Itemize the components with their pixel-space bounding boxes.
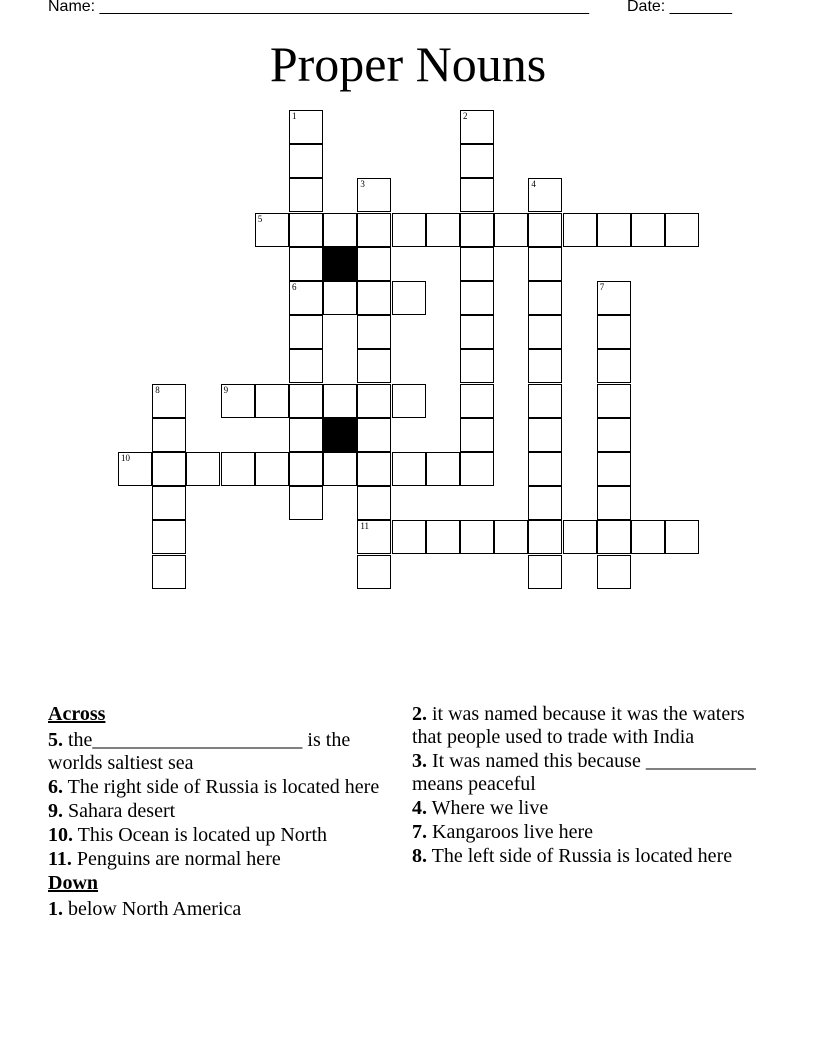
grid-cell[interactable]: [392, 281, 426, 315]
grid-cell[interactable]: [152, 384, 186, 418]
clue-number: 11: [360, 521, 370, 532]
grid-cell[interactable]: [289, 349, 323, 383]
grid-cell[interactable]: [152, 452, 186, 486]
grid-cell[interactable]: [357, 281, 391, 315]
grid-cell[interactable]: [426, 452, 460, 486]
clue-item-number: 1.: [48, 898, 63, 920]
clues-left-column: [48, 703, 383, 922]
clue-item-number: 9.: [48, 800, 63, 822]
grid-cell[interactable]: [494, 213, 528, 247]
grid-cell[interactable]: [597, 349, 631, 383]
grid-cell[interactable]: [631, 520, 665, 554]
grid-cell[interactable]: [289, 178, 323, 212]
grid-cell[interactable]: [392, 520, 426, 554]
down-clue-list-left: [48, 898, 383, 921]
grid-cell[interactable]: [460, 520, 494, 554]
grid-cell[interactable]: [597, 452, 631, 486]
grid-cell[interactable]: [460, 213, 494, 247]
grid-cell[interactable]: [528, 247, 562, 281]
grid-block-cell: [323, 247, 357, 281]
clue-number: 2: [463, 111, 468, 121]
name-blank[interactable]: _______________________________________________________: [99, 0, 589, 15]
clue-item-text: the_____________________ is the worlds saltiest sea: [48, 729, 351, 774]
grid-cell[interactable]: [357, 486, 391, 520]
clue-number: 3: [360, 179, 365, 190]
clue-item: [48, 824, 383, 847]
clue-item: [48, 729, 383, 775]
clue-item-number: 6.: [48, 776, 63, 798]
grid-cell[interactable]: [597, 520, 631, 554]
grid-cell[interactable]: [528, 213, 562, 247]
grid-cell[interactable]: [597, 555, 631, 589]
grid-cell[interactable]: [563, 213, 597, 247]
grid-cell[interactable]: [460, 144, 494, 178]
clue-item-number: 10.: [48, 824, 73, 846]
grid-cell[interactable]: [357, 213, 391, 247]
grid-cell[interactable]: [255, 452, 289, 486]
grid-cell[interactable]: [289, 315, 323, 349]
grid-cell[interactable]: [494, 520, 528, 554]
grid-cell[interactable]: [152, 418, 186, 452]
grid-cell[interactable]: [255, 213, 289, 247]
grid-cell[interactable]: [221, 384, 255, 418]
grid-cell[interactable]: [426, 213, 460, 247]
grid-cell[interactable]: [289, 418, 323, 452]
clue-item-text: This Ocean is located up North: [77, 824, 328, 846]
grid-block-cell: [323, 418, 357, 452]
grid-cell[interactable]: [118, 452, 152, 486]
across-clue-list: [48, 729, 383, 871]
grid-cell[interactable]: [392, 384, 426, 418]
clue-number: 5: [257, 213, 263, 224]
grid-cell[interactable]: [323, 384, 357, 418]
clue-item-text: below North America: [68, 898, 242, 920]
clues-right-column: [412, 703, 772, 869]
grid-cell[interactable]: [289, 213, 323, 247]
grid-cell[interactable]: [289, 452, 323, 486]
grid-cell[interactable]: [152, 520, 186, 554]
grid-cell[interactable]: [323, 213, 357, 247]
grid-cell[interactable]: [528, 281, 562, 315]
down-clue-list-right: [412, 703, 772, 868]
grid-cell[interactable]: [460, 110, 494, 144]
clue-number: 7: [599, 282, 605, 292]
down-heading: Down: [48, 872, 99, 894]
grid-cell[interactable]: [528, 486, 562, 520]
grid-cell[interactable]: [357, 384, 391, 418]
clue-number: 1: [292, 111, 297, 121]
grid-cell[interactable]: [221, 452, 255, 486]
clue-item-text: The right side of Russia is located here: [67, 776, 380, 798]
grid-cell[interactable]: [357, 520, 391, 554]
grid-cell[interactable]: [392, 452, 426, 486]
clue-item: [48, 800, 383, 823]
grid-cell[interactable]: [460, 315, 494, 349]
clue-item-text: it was named because it was the waters that people used to trade with India: [412, 703, 745, 748]
grid-cell[interactable]: [357, 349, 391, 383]
grid-cell[interactable]: [460, 281, 494, 315]
grid-cell[interactable]: [597, 213, 631, 247]
clue-item-number: 4.: [412, 797, 427, 819]
clue-item-text: Where we live: [431, 797, 549, 819]
clue-item: [412, 703, 772, 749]
clue-number: 8: [155, 384, 160, 395]
clue-item: [412, 821, 772, 844]
grid-cell[interactable]: [357, 247, 391, 281]
grid-cell[interactable]: [255, 384, 289, 418]
clue-number: 6: [292, 282, 297, 292]
clue-item: [48, 848, 383, 871]
clue-number: 9: [223, 384, 229, 395]
grid-cell[interactable]: [289, 384, 323, 418]
grid-cell[interactable]: [665, 213, 699, 247]
clue-item-number: 7.: [412, 821, 427, 843]
grid-cell[interactable]: [528, 315, 562, 349]
clue-item: [412, 797, 772, 820]
grid-cell[interactable]: [289, 110, 323, 144]
grid-cell[interactable]: [528, 452, 562, 486]
grid-cell[interactable]: [528, 349, 562, 383]
name-label: Name:: [48, 0, 96, 15]
grid-cell[interactable]: [460, 418, 494, 452]
clue-item-number: 11.: [48, 848, 72, 870]
grid-cell[interactable]: [460, 384, 494, 418]
clue-item-number: 3.: [412, 750, 427, 772]
date-label: Date:: [627, 0, 666, 15]
clue-item-number: 8.: [412, 845, 427, 867]
grid-cell[interactable]: [665, 520, 699, 554]
grid-cell[interactable]: [152, 555, 186, 589]
grid-cell[interactable]: [597, 384, 631, 418]
grid-cell[interactable]: [289, 144, 323, 178]
clue-item-number: 5.: [48, 729, 63, 751]
grid-cell[interactable]: [357, 418, 391, 452]
clue-item: [412, 845, 772, 868]
clue-item: [412, 750, 772, 796]
grid-cell[interactable]: [528, 418, 562, 452]
grid-cell[interactable]: [460, 247, 494, 281]
grid-cell[interactable]: [392, 213, 426, 247]
clue-item-text: The left side of Russia is located here: [431, 845, 733, 867]
grid-cell[interactable]: [152, 486, 186, 520]
grid-cell[interactable]: [631, 213, 665, 247]
clue-item-text: Kangaroos live here: [432, 821, 594, 843]
clue-item-text: Sahara desert: [68, 800, 176, 822]
grid-cell[interactable]: [528, 555, 562, 589]
grid-cell[interactable]: [357, 555, 391, 589]
grid-cell[interactable]: [323, 452, 357, 486]
clue-item-number: 2.: [412, 703, 427, 725]
grid-cell[interactable]: [357, 315, 391, 349]
grid-cell[interactable]: [528, 384, 562, 418]
grid-cell[interactable]: [528, 520, 562, 554]
grid-cell[interactable]: [460, 178, 494, 212]
grid-cell[interactable]: [323, 281, 357, 315]
grid-cell[interactable]: [460, 452, 494, 486]
clue-number: 4: [531, 179, 536, 190]
grid-cell[interactable]: [597, 418, 631, 452]
grid-cell[interactable]: [597, 281, 631, 315]
grid-cell[interactable]: [597, 315, 631, 349]
grid-cell[interactable]: [357, 452, 391, 486]
across-heading: Across: [48, 703, 106, 725]
clue-item-text: It was named this because ___________ means peaceful: [412, 750, 756, 795]
grid-cell[interactable]: [528, 178, 562, 212]
date-blank[interactable]: _______: [669, 0, 732, 15]
grid-cell[interactable]: [460, 349, 494, 383]
grid-cell[interactable]: [289, 247, 323, 281]
clue-item: [48, 776, 383, 799]
grid-cell[interactable]: [357, 178, 391, 212]
grid-cell[interactable]: [289, 281, 323, 315]
clue-item-text: Penguins are normal here: [76, 848, 281, 870]
clue-number: 10: [121, 453, 130, 463]
grid-cell[interactable]: [186, 452, 220, 486]
clue-item: [48, 898, 383, 921]
page-title: Proper Nouns: [269, 36, 547, 92]
grid-cell[interactable]: [426, 520, 460, 554]
grid-cell[interactable]: [563, 520, 597, 554]
grid-cell[interactable]: [289, 486, 323, 520]
grid-cell[interactable]: [597, 486, 631, 520]
